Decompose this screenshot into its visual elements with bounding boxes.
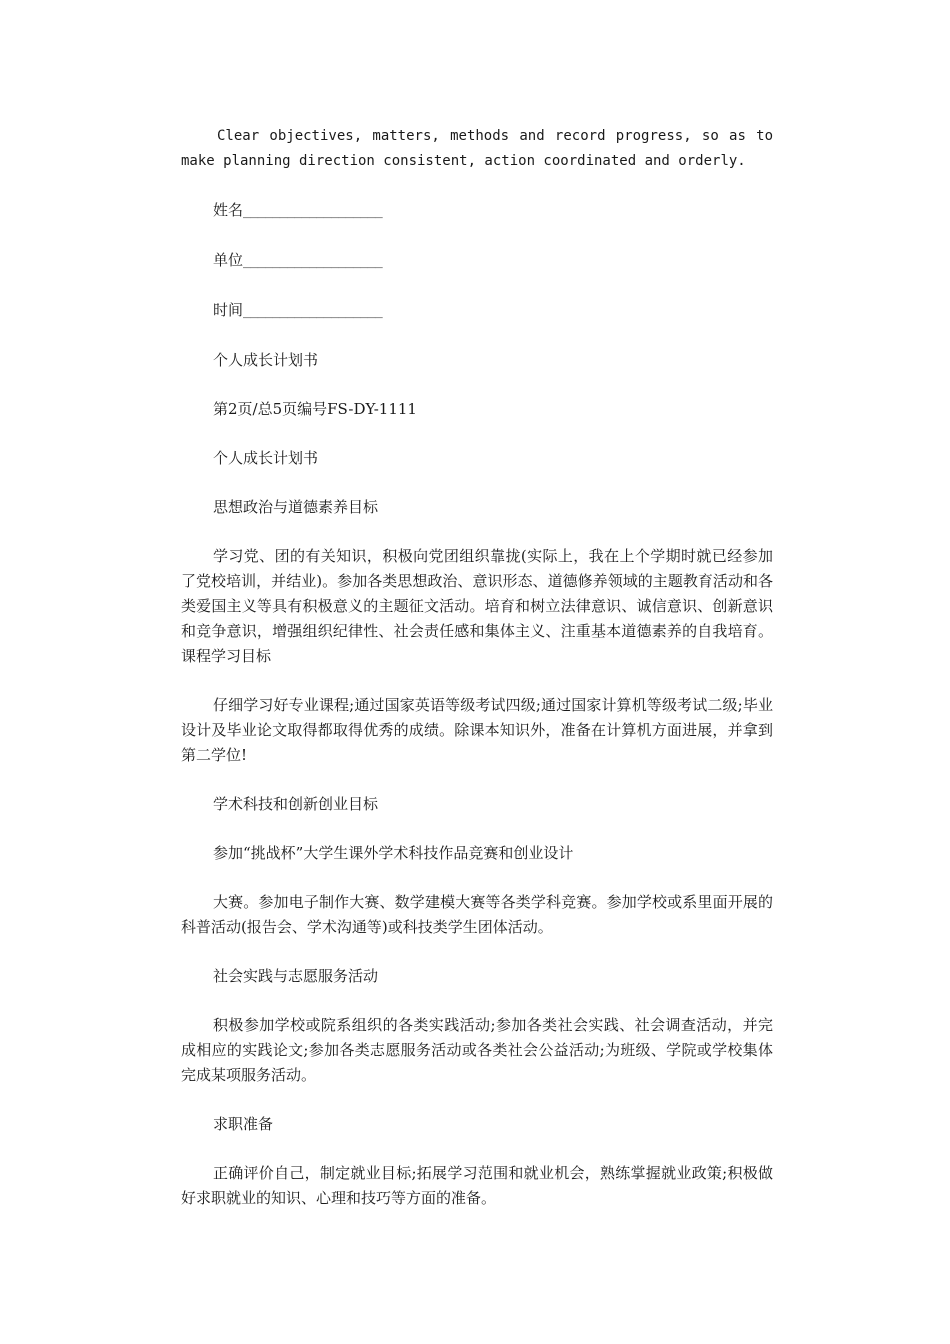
time-label: 时间 [213, 301, 244, 319]
academic-line: 参加“挑战杯”大学生课外学术科技作品竞赛和创业设计 [213, 844, 574, 862]
job-paragraph: 正确评价自己，制定就业目标;拓展学习范围和就业机会，熟练掌握就业政策;积极做好求职就业的知识、心理和技巧等方面的准备。 [181, 1164, 773, 1207]
name-label: 姓名 [213, 201, 244, 219]
name-blank-line: ___________________ [243, 204, 383, 219]
unit-blank-line: ___________________ [243, 254, 383, 269]
unit-field [181, 248, 773, 274]
name-field [181, 198, 773, 224]
academic-paragraph: 大赛。参加电子制作大赛、数学建模大赛等各类学科竞赛。参加学校或系里面开展的科普活动(报告会、学术沟通等)或科技类学生团体活动。 [181, 893, 773, 936]
time-field [181, 298, 773, 324]
job-heading: 求职准备 [213, 1115, 274, 1133]
time-blank-line: ___________________ [243, 304, 383, 319]
unit-label: 单位 [213, 251, 244, 269]
page-info: 第2页/总5页编号FS-DY-1111 [213, 400, 417, 418]
political-paragraph: 学习党、团的有关知识，积极向党团组织靠拢(实际上，我在上个学期时就已经参加了党校培训，并结业)。参加各类思想政治、意识形态、道德修养领域的主题教育活动和各类爱国主义等具有积极意义的主题征文活动。培育和树立法律意识、诚信意识、创新意识和竞争意识，增强组织纪律性、社会责任感和集体主义、注重基本道德素养的自我培育。课程学习目标 [181, 547, 773, 665]
social-paragraph: 积极参加学校或院系组织的各类实践活动;参加各类社会实践、社会调查活动，并完成相应的实践论文;参加各类志愿服务活动或各类社会公益活动;为班级、学院或学校集体完成某项服务活动。 [181, 1016, 773, 1084]
document-page [181, 124, 773, 1235]
academic-heading: 学术科技和创新创业目标 [213, 795, 379, 813]
course-paragraph: 仔细学习好专业课程;通过国家英语等级考试四级;通过国家计算机等级考试二级;毕业设计及毕业论文取得都取得优秀的成绩。除课本知识外，准备在计算机方面进展，并拿到第二学位! [181, 696, 773, 764]
document-title-repeat: 个人成长计划书 [213, 449, 319, 467]
document-title: 个人成长计划书 [213, 351, 319, 369]
social-heading: 社会实践与志愿服务活动 [213, 967, 379, 985]
intro-paragraph: Clear objectives, matters, methods and record progress, so as to make planning direction consistent, action coordinated and orderly. [181, 128, 773, 169]
political-heading: 思想政治与道德素养目标 [213, 498, 379, 516]
